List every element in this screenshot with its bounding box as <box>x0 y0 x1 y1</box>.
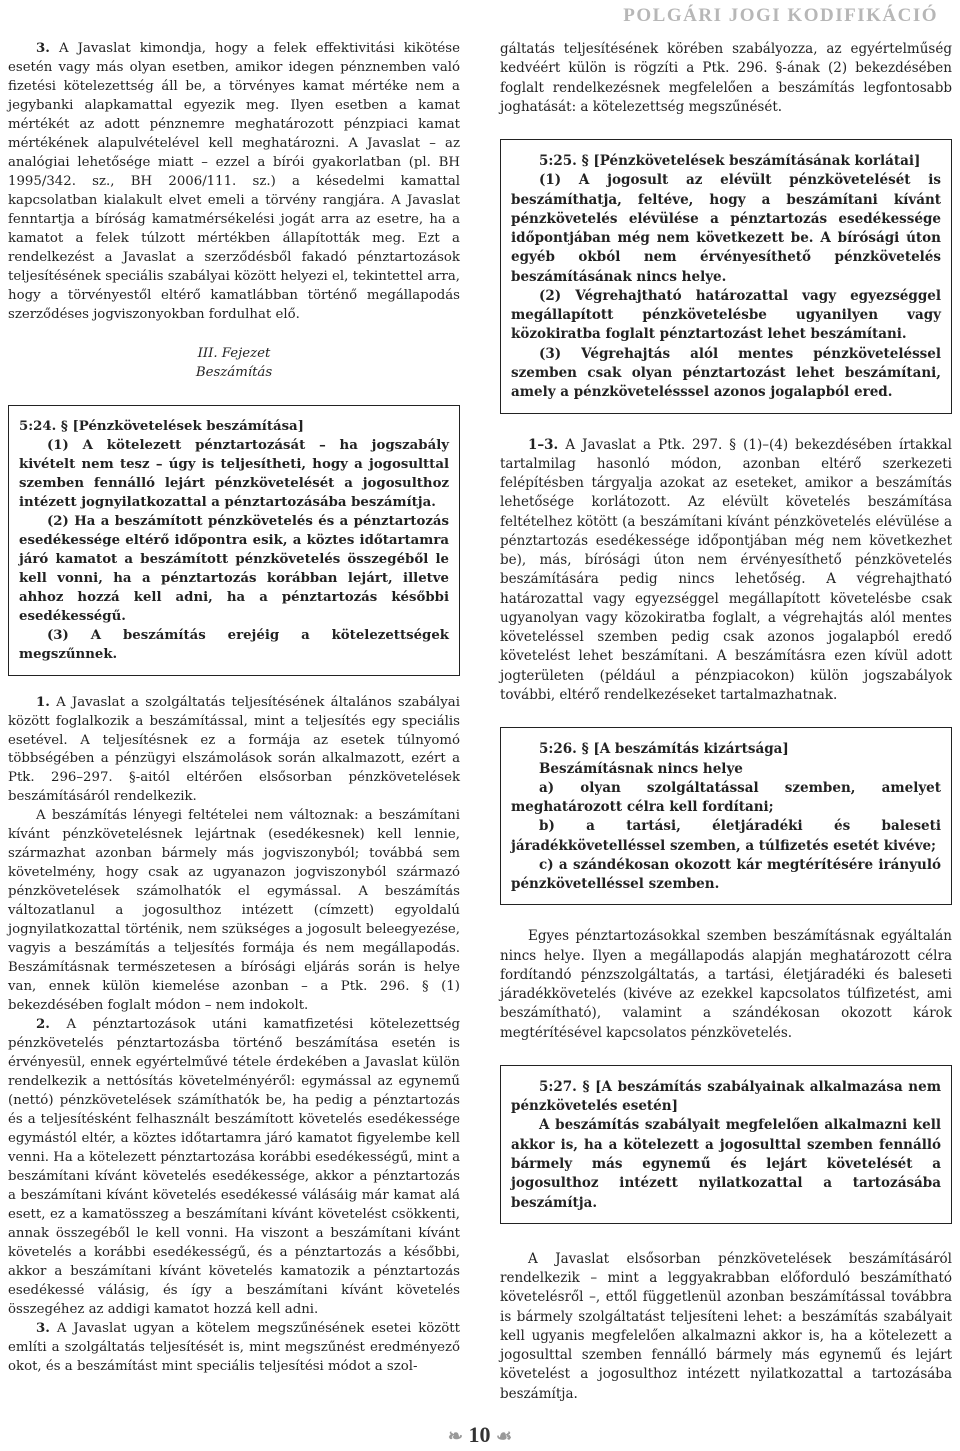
section-box-5-24 <box>8 405 460 676</box>
chapter-title: Beszámítás <box>195 364 273 380</box>
section-heading: 5:24. § [Pénzkövetelések beszámítása] <box>19 418 304 434</box>
right-column <box>500 40 952 1404</box>
section-para: A beszámítás szabályait megfelelően alkalmazni kell akkor is, ha a kötelezett a jogosulttal szemben fennálló bármely más egynemű és lejárt követelését a jogosulthoz intézett nyilatkozattal a tartozásába beszámítja. <box>511 1117 941 1211</box>
ornament-left-icon: ❧ <box>447 1426 463 1446</box>
commentary-3 <box>8 1320 460 1377</box>
section-para: (2) Végrehajtható határozattal vagy egyezséggel megállapított pénzkövetelésbe ugyanilyen vagy közokiratba foglalt pénztartozást lehet beszámítani. <box>511 287 941 343</box>
paragraph-text: A Javaslat a Ptk. 297. § (1)–(4) bekezdésében írtakkal tartalmilag hasonló módon, azonban eltérő szerkezeti felépítésben tárgyalja azokat az eseteket, amikor a beszámítás lehetősége korlátozott. Az elévült követelés beszámítása feltételhez kötött (a beszámítani kívánt pénzkövetelés elévülése a pénztartozás esedékessége időpontjában még nem következhet be), más, bírósági úton nem érvényesíthető pénzkövetelés beszámítására pedig nincs lehetőség. A végrehajtható határozattal vagy egyezséggel megállapított követelésbe csak ugyanolyan vagy közokiratba foglalt, a végrehajtás alól mentes követeléssel szemben pedig csak azonos jogalapból eredő követelést lehet beszámítani. A beszámításra ezen kívül adott jogterületen (például a pénzpiacokon) külön jogszabályok további, eltérő rendelkezéseket tartalmazhatnak. <box>500 436 952 703</box>
paragraph-text: A Javaslat a szolgáltatás teljesítésének általános szabályai között foglalkozik a beszámítással, mint a teljesítés egy speciális esetével. A teljesítésnek ez a formája az esetek túlnyomó többségében a pénzügyi elszámolások során alkalmazott, ezért a Ptk. 296–297. §-aitól eltérően elsősorban pénzkövetelések beszámításáról rendelkezik. <box>8 694 460 805</box>
commentary-5-26: Egyes pénztartozásokkal szemben beszámításnak egyáltalán nincs helye. Ilyen a megállapodás alapján meghatározott célra fordítandó pénzszolgáltatás, a tartási, életjáradéki és baleseti járadékkövetelés (kivéve az ezekkel kapcsolatos túlfizetést, ami beszámítható), valamint a szándékosan okozott károk megtérítésével kapcsolatos pénzkövetelés. <box>500 928 952 1041</box>
paragraph-number: 3. <box>36 41 50 56</box>
chapter-number: III. Fejezet <box>197 345 271 361</box>
commentary-5-27: A Javaslat elsősorban pénzkövetelések beszámításáról rendelkezik – mint a leggyakrabban előforduló beszámítható követelésről –, ettől függetlenül azonban beszámítással továbbra is bármely szolgáltatást teljesíteni lehet: a beszámítás szabályait kell ugyanis megfelelően alkalmazni akkor is, ha a kötelezett a jogosulttal szemben fennálló bármely más egynemű és lejárt követelést a jogosulthoz intézett nyilatkozattal a tartozásába beszámítja. <box>500 1250 952 1402</box>
section-para: (1) A jogosult az elévült pénzkövetelését is beszámíthatja, feltéve, hogy a beszámítani kívánt pénzkövetelés elévülése a pénztartozás esedékessége időpontjában még nem következett be. A bírósági úton egyéb okból nem érvényesíthető pénzkövetelés beszámításának nincs helye. <box>511 172 941 285</box>
section-para: (1) A kötelezett pénztartozását – ha jogszabály kivételt nem tesz – úgy is teljesítheti, hogy a jogosulttal szemben fennálló lejárt pénzkövetelését a jogosulthoz intézett jognyilatkozattal a pénztartozásába beszámítja. <box>19 437 449 510</box>
section-box-5-27 <box>500 1065 952 1224</box>
section-para: Beszámításnak nincs helye <box>539 760 743 777</box>
commentary-1 <box>8 694 460 808</box>
section-heading: 5:27. § [A beszámítás szabályainak alkalmazása nem pénzkövetelés esetén] <box>511 1078 941 1115</box>
left-column <box>8 40 460 1377</box>
commentary-2 <box>8 1016 460 1320</box>
paragraph-number: 1. <box>36 694 50 710</box>
paragraph-number: 2. <box>36 1017 50 1033</box>
section-heading: 5:26. § [A beszámítás kizártsága] <box>539 741 789 758</box>
paragraph-text: A Javaslat ugyan a kötelem megszűnésének esetei között említi a szolgáltatás teljesítését is, mint megszűnést eredményező okot, és a beszámítást mint speciális teljesítési módot a szol- <box>8 1321 460 1374</box>
page-footer <box>0 1422 960 1448</box>
section-heading: 5:25. § [Pénzkövetelések beszámításának korlátai] <box>539 153 921 170</box>
section-para: b) a tartási, életjáradéki és baleseti járadékkövetelléssel szemben, a túlfizetés esetét kivéve; <box>511 818 941 854</box>
commentary-1b: A beszámítás lényegi feltételei nem változnak: a beszámítani kívánt pénzkövetelésnek lejártnak (esedékesnek) kell lennie, származhat azonban bármely más jogviszonyból; továbbá sem követelmény, hogy csak az ugyanazon jogviszonyból származó pénzkövetelések számolhatók el egymással. A beszámítás változatlanul a jogosulthoz intézett (címzett) egyoldalú jognyilatkozattal történik, nem szükséges a jogosult beleegyezése, vagyis a beszámítás a teljesítés formája és nem megállapodás. Beszámításnak természetesen a bírósági eljárás során is helye van, ennek külön kiemelése azonban – a Ptk. 296. § (1) bekezdésében foglalt módon – nem indokolt. <box>8 808 460 1014</box>
paragraph-text: A Javaslat kimondja, hogy a felek effektivitási kikötése esetén vagy más olyan esetben, amikor idegen pénznemben való fizetési kötelezettség áll be, a törvényes kamat mértéke nem a jegybanki alapkamattal egyezik meg. Ilyen esetben a kamat mértékét az adott pénznemre meghatározott pénzpiaci kamat mértékének alapulvételével kell meghatározni. A Javaslat – az analógiai lehetősége miatt – ezzel a bírói gyakorlatban (pl. BH 1995/342. sz., BH 2006/111. sz.) a késedelmi kamattal kapcsolatban kialakult elvet emeli a törvény rangjára. A Javaslat fenntartja a bíróság kamatmérsékelési jogát arra az esetre, ha a kamatot a felek túlzott mértékben állapították meg. Ezt a rendelkezést a Javaslat a szerződésből fakadó pénztartozások teljesítésének speciális szabályai között helyezi el, tekintettel arra, hogy a törvényestől eltérő kamatlábban történő megállapodás szerződéses jogviszonyokban fordulhat elő. <box>8 41 460 322</box>
paragraph-number: 3. <box>36 1321 50 1337</box>
paragraph-3 <box>8 40 460 325</box>
continuation-paragraph: gáltatás teljesítésének körében szabályozza, az egyértelműség kedvéért külön is rögzíti a Ptk. 296. §-ának (2) bekezdésében foglalt rendelkezésnek megfelelően a beszámítás legfontosabb joghatását: a kötelezettség megszűnését. <box>500 41 952 115</box>
section-para: (2) Ha a beszámított pénzkövetelés és a pénztartozás esedékessége eltérő időpontra esik, a köztes időtartamra járó kamatot a beszámított pénzkövetelés összegéből le kell vonni, ha a pénztartozás korábban lejárt, illetve ahhoz hozzá kell adni, ha a pénztartozás későbbi esedékességű. <box>19 513 449 624</box>
section-para: (3) A beszámítás erejéig a kötelezettségek megszűnnek. <box>19 627 449 662</box>
page-number: 10 <box>468 1422 491 1447</box>
chapter-heading <box>8 345 460 383</box>
commentary-1-3 <box>500 436 952 706</box>
ornament-right-icon: ☙ <box>495 1426 513 1446</box>
running-header: POLGÁRI JOGI KODIFIKÁCIÓ <box>623 5 938 26</box>
section-box-5-25 <box>500 139 952 413</box>
section-para: c) a szándékosan okozott kár megtérítésére irányuló pénzkövetelléssel szemben. <box>511 856 941 893</box>
paragraph-number: 1–3. <box>528 436 559 453</box>
section-box-5-26 <box>500 727 952 905</box>
paragraph-text: A pénztartozások utáni kamatfizetési kötelezettség pénzkövetelés pénztartozásba történő beszámítása esetén is érvényesül, ennek egyértelművé tétele érdekében a Javaslat külön rendelkezik a nettósítás követelményéről: egymással az egynemű (nettó) pénzkövetelések számíthatók be, ha pedig a pénztartozás és a teljesítésként felhasznált beszámított követelés esedékessége egymástól eltér, a köztes időtartamra járó kamatot figyelembe kell venni. Ha a kötelezett pénztartozása korábbi esedékességű, mint a beszámítani kívánt követelés esedékessége, akkor a pénztartozás a beszámítani kívánt követelés esedékessé válásáig már kamat alá esett, ez a kamatösszeg a beszámítani kívánt követelést csökkenti, annak összegéből le kell vonni. Ha viszont a beszámítani kívánt követelés a korábbi esedékességű, és a pénztartozás a későbbi, akkor a beszámítani kívánt követelés kamatozik a pénztartozás esedékessé válásig, és így a beszámítani kívánt követelés összegéhez az addigi kamatot hozzá kell adni. <box>8 1017 460 1318</box>
section-para: (3) Végrehajtás alól mentes pénzköveteléssel szemben csak olyan pénztartozást lehet beszámítani, amely a pénzkövetelésssel azonos jogalapból ered. <box>511 345 941 401</box>
section-para: a) olyan szolgáltatással szemben, amelyet meghatározott célra kell fordítani; <box>511 779 941 816</box>
